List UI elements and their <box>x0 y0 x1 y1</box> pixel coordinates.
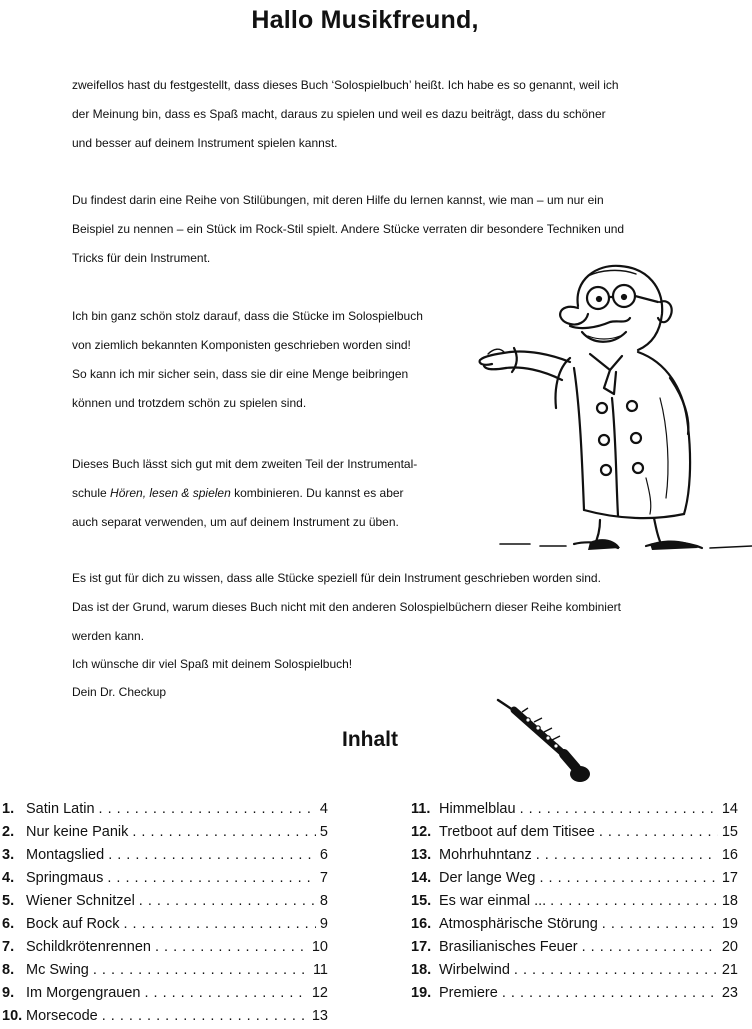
toc-page-number: 21 <box>721 962 738 978</box>
toc-number: 4. <box>2 870 15 886</box>
toc-dot-leader <box>514 959 718 982</box>
toc-title: Tretboot auf dem Titisee <box>439 824 595 840</box>
text-line: Tricks für dein Instrument. <box>72 251 211 265</box>
toc-dot-leader <box>139 890 316 913</box>
text-line: können und trotzdem schön zu spielen sind. <box>72 396 307 410</box>
toc-entry <box>2 959 328 982</box>
toc-entry <box>2 798 328 821</box>
toc-page-number: 6 <box>319 847 328 863</box>
toc-title: Wirbelwind <box>439 962 510 978</box>
toc-entry <box>2 1005 328 1028</box>
toc-page-number: 16 <box>721 847 738 863</box>
text-line <box>72 479 417 508</box>
toc-number: 1. <box>2 801 15 817</box>
toc-dot-leader <box>102 1005 308 1028</box>
toc-title: Premiere <box>439 985 498 1001</box>
toc-entry <box>411 821 738 844</box>
text-line: zweifellos hast du festgestellt, dass dieses Buch ‘Solospielbuch’ heißt. Ich habe es so genannt, weil ich <box>72 78 619 92</box>
toc-entry <box>411 936 738 959</box>
toc-entry <box>2 844 328 867</box>
text-line: von ziemlich bekannten Komponisten geschrieben worden sind! <box>72 338 411 352</box>
toc-number: 15. <box>411 893 432 909</box>
toc-heading: Inhalt <box>342 728 398 751</box>
toc-number: 8. <box>2 962 15 978</box>
text-line: werden kann. <box>72 629 145 643</box>
toc-dot-leader <box>155 936 308 959</box>
text-line: Das ist der Grund, warum dieses Buch nicht mit den anderen Solospielbüchern dieser Reihe kombiniert <box>72 600 621 614</box>
intro-paragraph-3 <box>72 302 423 418</box>
toc-number: 12. <box>411 824 432 840</box>
intro-paragraph-5 <box>72 564 621 706</box>
toc-page-number: 12 <box>311 985 328 1001</box>
toc-dot-leader <box>520 798 718 821</box>
text-segment: schule <box>72 486 111 500</box>
toc-dot-leader <box>108 844 316 867</box>
text-line: Es ist gut für dich zu wissen, dass alle Stücke speziell für dein Instrument geschrieben worden sind. <box>72 571 601 585</box>
toc-title: Mohrhuhntanz <box>439 847 532 863</box>
toc-page-number: 15 <box>721 824 738 840</box>
toc-number: 16. <box>411 916 432 932</box>
dr-checkup-illustration <box>470 258 752 554</box>
toc-entry <box>2 913 328 936</box>
toc-right-column <box>411 798 738 1005</box>
text-line: und besser auf deinem Instrument spielen kannst. <box>72 136 338 150</box>
oboe-icon <box>490 694 594 786</box>
toc-dot-leader <box>144 982 307 1005</box>
toc-title: Im Morgengrauen <box>26 985 141 1001</box>
intro-paragraph-4 <box>72 450 417 537</box>
toc-entry <box>2 936 328 959</box>
toc-title: Nur keine Panik <box>26 824 129 840</box>
toc-entry <box>411 913 738 936</box>
text-line: Beispiel zu nennen – ein Stück im Rock-Stil spielt. Andere Stücke verraten dir besondere Techniken und <box>72 222 625 236</box>
toc-dot-leader <box>582 936 718 959</box>
toc-dot-leader <box>602 913 718 936</box>
toc-title: Mc Swing <box>26 962 89 978</box>
toc-dot-leader <box>536 844 718 867</box>
toc-entry <box>2 867 328 890</box>
toc-page-number: 14 <box>721 801 738 817</box>
toc-title: Der lange Weg <box>439 870 536 886</box>
toc-number: 7. <box>2 939 15 955</box>
toc-title: Morsecode <box>26 1008 98 1024</box>
toc-page-number: 10 <box>311 939 328 955</box>
toc-dot-leader <box>539 867 717 890</box>
toc-page-number: 23 <box>721 985 738 1001</box>
toc-entry <box>2 821 328 844</box>
toc-dot-leader <box>599 821 718 844</box>
toc-dot-leader <box>99 798 316 821</box>
toc-number: 2. <box>2 824 15 840</box>
toc-title: Brasilianisches Feuer <box>439 939 578 955</box>
toc-dot-leader <box>107 867 316 890</box>
toc-number: 14. <box>411 870 432 886</box>
toc-number: 5. <box>2 893 15 909</box>
toc-title: Bock auf Rock <box>26 916 120 932</box>
toc-title: Satin Latin <box>26 801 95 817</box>
toc-title: Es war einmal ... <box>439 893 547 909</box>
toc-entry <box>411 890 738 913</box>
toc-dot-leader <box>93 959 309 982</box>
toc-number: 9. <box>2 985 15 1001</box>
toc-number: 19. <box>411 985 432 1001</box>
toc-page-number: 4 <box>319 801 328 817</box>
toc-entry <box>2 890 328 913</box>
toc-page-number: 7 <box>319 870 328 886</box>
toc-entry <box>411 798 738 821</box>
toc-entry <box>411 982 738 1005</box>
page-title: Hallo Musikfreund, <box>251 6 479 34</box>
toc-title: Himmelblau <box>439 801 516 817</box>
book-title-italic: Hören, lesen & spielen <box>110 486 231 500</box>
toc-page-number: 9 <box>319 916 328 932</box>
toc-dot-leader <box>550 890 718 913</box>
toc-number: 10. <box>2 1008 23 1024</box>
toc-title: Montagslied <box>26 847 105 863</box>
text-line: auch separat verwenden, um auf deinem Instrument zu üben. <box>72 515 399 529</box>
toc-page-number: 18 <box>721 893 738 909</box>
text-line: Ich bin ganz schön stolz darauf, dass die Stücke im Solospielbuch <box>72 309 423 323</box>
toc-page-number: 8 <box>319 893 328 909</box>
intro-paragraph-1 <box>72 71 619 158</box>
toc-number: 3. <box>2 847 15 863</box>
signature-line: Dein Dr. Checkup <box>72 685 167 699</box>
toc-page-number: 5 <box>319 824 328 840</box>
toc-entry <box>411 959 738 982</box>
toc-page-number: 19 <box>721 916 738 932</box>
toc-number: 17. <box>411 939 432 955</box>
toc-entry <box>2 982 328 1005</box>
toc-number: 11. <box>411 801 431 817</box>
toc-title: Schildkrötenrennen <box>26 939 151 955</box>
text-line: der Meinung bin, dass es Spaß macht, daraus zu spielen und weil es dazu beiträgt, dass du schöner <box>72 107 606 121</box>
text-line: So kann ich mir sicher sein, dass sie dir eine Menge beibringen <box>72 367 409 381</box>
toc-number: 13. <box>411 847 432 863</box>
toc-title: Wiener Schnitzel <box>26 893 135 909</box>
toc-page-number: 11 <box>312 962 328 978</box>
toc-dot-leader <box>502 982 718 1005</box>
text-line: Ich wünsche dir viel Spaß mit deinem Solospielbuch! <box>72 657 353 671</box>
toc-page-number: 20 <box>721 939 738 955</box>
toc-page-number: 17 <box>721 870 738 886</box>
toc-entry <box>411 844 738 867</box>
toc-number: 6. <box>2 916 15 932</box>
text-line: Du findest darin eine Reihe von Stilübungen, mit deren Hilfe du lernen kannst, wie man – um nur ein <box>72 193 604 207</box>
toc-left-column <box>2 798 328 1028</box>
toc-title: Atmosphärische Störung <box>439 916 598 932</box>
text-segment: kombinieren. Du kannst es aber <box>230 486 404 500</box>
toc-page-number: 13 <box>311 1008 328 1024</box>
text-line: Dieses Buch lässt sich gut mit dem zweiten Teil der Instrumental- <box>72 457 418 471</box>
toc-number: 18. <box>411 962 432 978</box>
toc-dot-leader <box>124 913 316 936</box>
toc-entry <box>411 867 738 890</box>
toc-title: Springmaus <box>26 870 104 886</box>
toc-dot-leader <box>132 821 316 844</box>
